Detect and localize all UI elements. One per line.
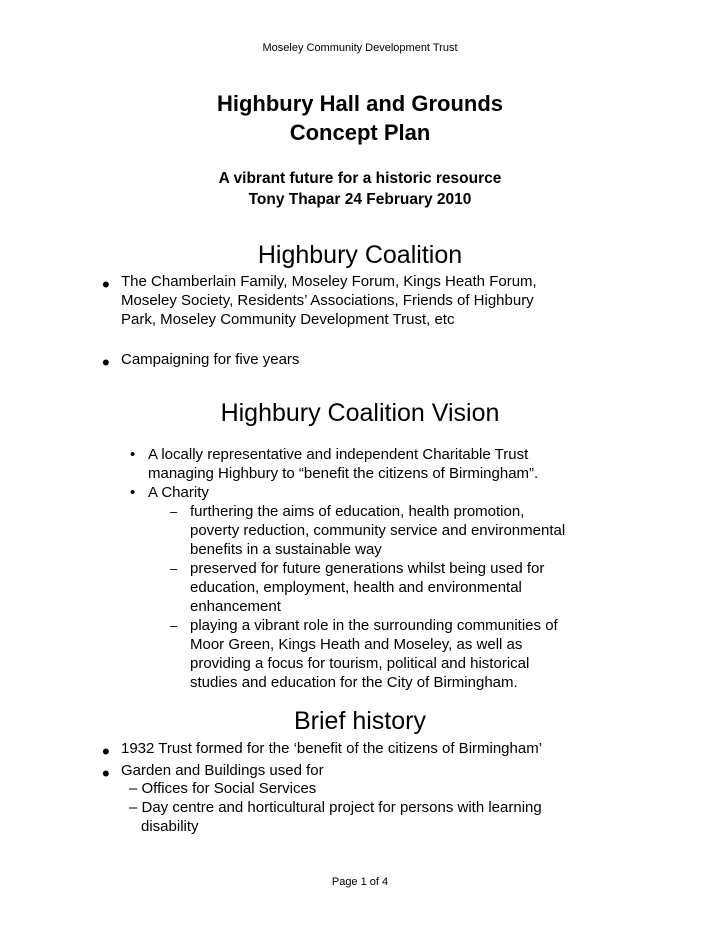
bullet-icon: • (102, 739, 110, 764)
subtitle-line-2: Tony Thapar 24 February 2010 (248, 191, 472, 208)
brief-sub-item-2: – Day centre and horticultural project for persons with learning disability (129, 799, 542, 835)
vision-sub-item-2: preserved for future generations whilst being used for education, employment, health and environmental enhancement (190, 560, 545, 615)
section-heading-brief-history: Brief history (294, 707, 426, 735)
vision-bullet-2: A Charity (148, 484, 209, 501)
section-heading-vision: Highbury Coalition Vision (220, 399, 500, 427)
dash-icon: – (170, 618, 178, 633)
title-line-2: Concept Plan (289, 120, 431, 145)
coalition-bullet-2: Campaigning for five years (121, 351, 300, 368)
document-title (0, 89, 720, 147)
bullet-icon: • (130, 484, 136, 501)
bullet-icon: • (102, 761, 110, 786)
page-footer: Page 1 of 4 (331, 876, 389, 888)
section-heading-coalition: Highbury Coalition (257, 241, 463, 269)
bullet-icon: • (102, 350, 110, 375)
coalition-bullet-1: The Chamberlain Family, Moseley Forum, Kings Heath Forum, Moseley Society, Residents’ Associations, Friends of Highbury Park, Moseley Community Development Trust, etc (121, 273, 537, 328)
dash-icon: – (170, 504, 178, 519)
page-header: Moseley Community Development Trust (262, 42, 458, 54)
bullet-icon: • (102, 272, 110, 297)
bullet-icon: • (130, 446, 136, 463)
subtitle-line-1: A vibrant future for a historic resource (218, 170, 502, 187)
title-line-1: Highbury Hall and Grounds (216, 91, 503, 116)
vision-sub-item-1: furthering the aims of education, health promotion, poverty reduction, community service and environmental benefits in a sustainable way (190, 503, 566, 558)
brief-bullet-1: 1932 Trust formed for the ‘benefit of the citizens of Birmingham’ (121, 740, 543, 757)
document-subtitle (0, 168, 720, 210)
vision-sub-item-3: playing a vibrant role in the surrounding communities of Moor Green, Kings Heath and Moseley, as well as providing a focus for tourism, political and historical studies and education for the City of Birmingham. (190, 617, 558, 691)
vision-bullet-1: A locally representative and independent Charitable Trust managing Highbury to “benefit the citizens of Birmingham”. (148, 446, 539, 482)
dash-icon: – (170, 561, 178, 576)
brief-sub-item-1: – Offices for Social Services (129, 780, 317, 797)
brief-bullet-2: Garden and Buildings used for (121, 762, 324, 779)
